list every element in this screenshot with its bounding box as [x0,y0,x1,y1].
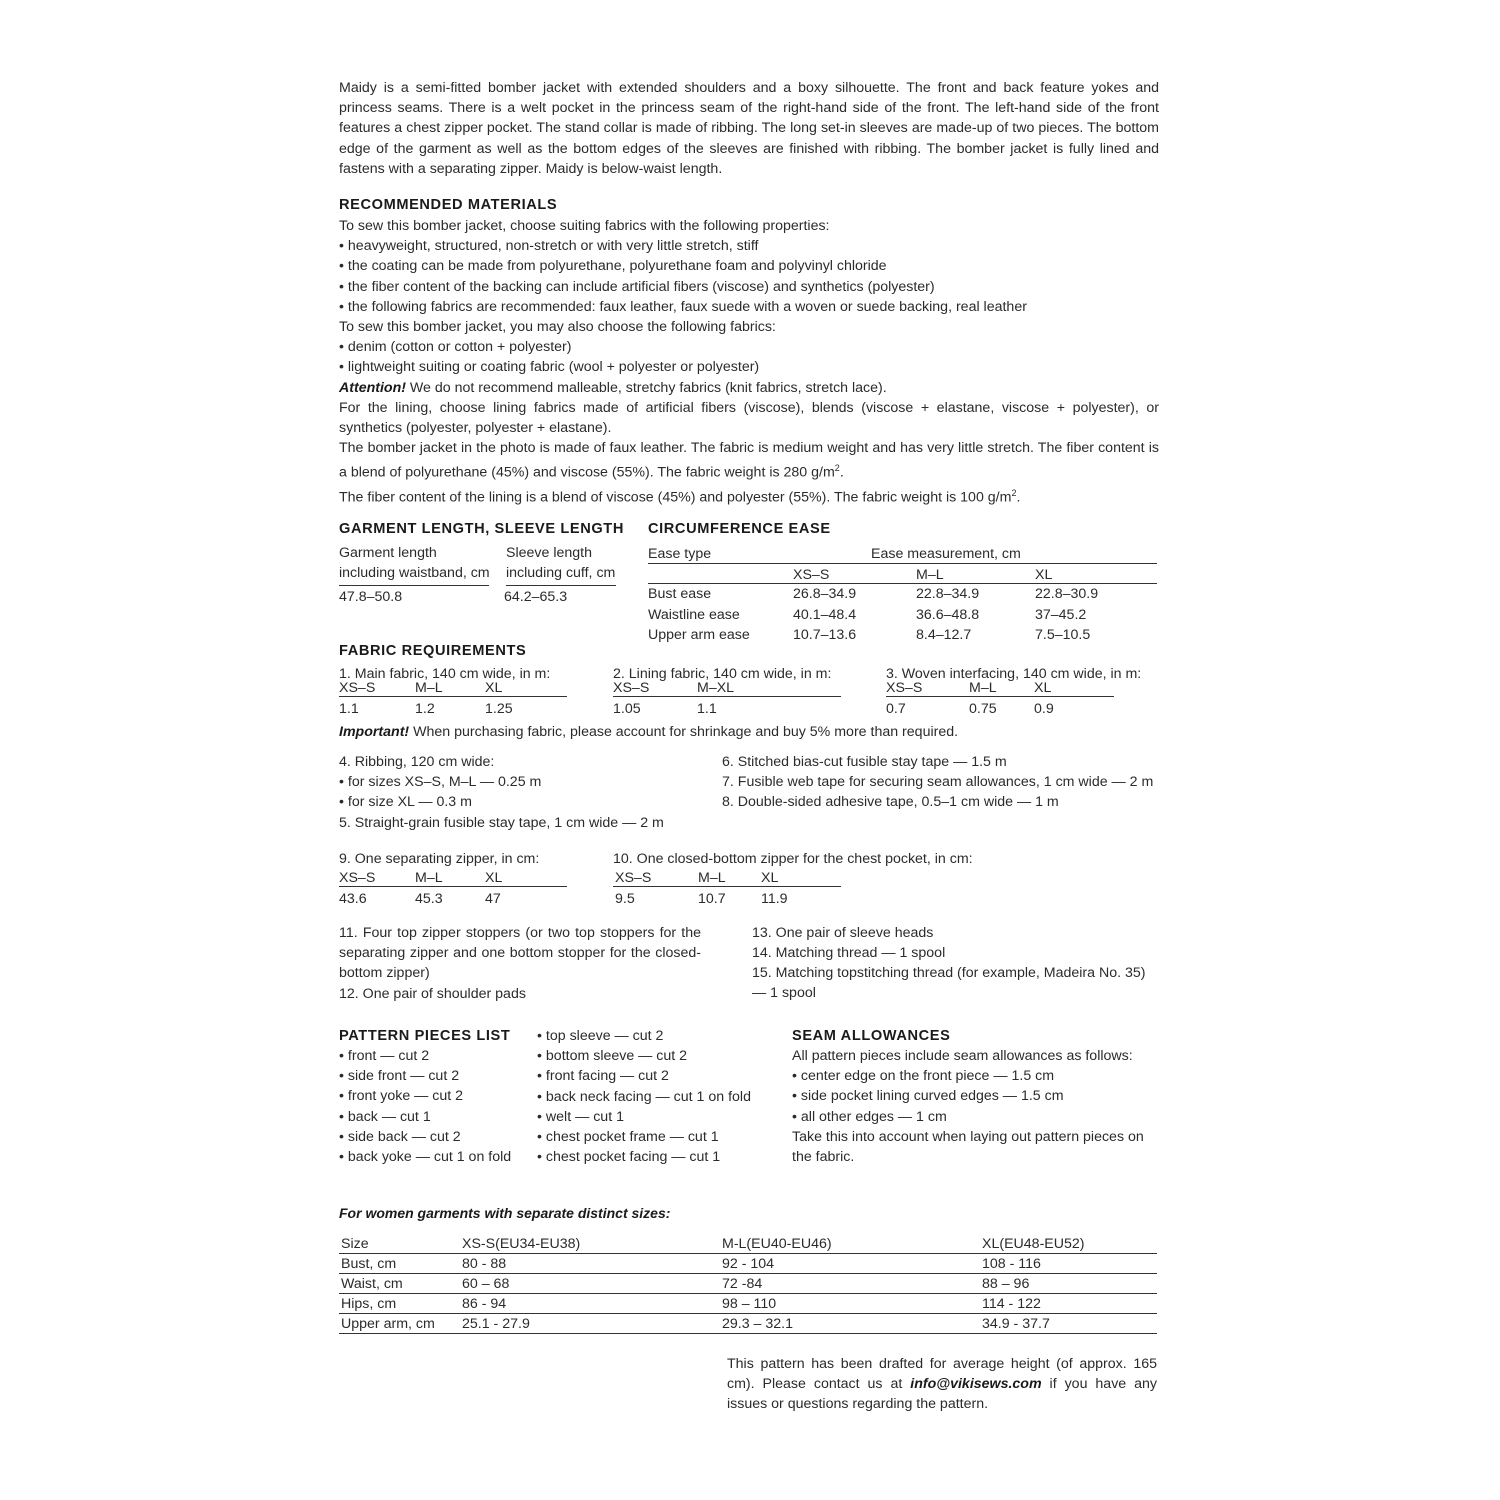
ease-row-label: Upper arm ease [648,627,750,643]
ease-heading: CIRCUMFERENCE EASE [648,521,831,537]
size-table-cell: 114 - 122 [982,1296,1041,1312]
size-header: XS–S [613,680,650,696]
fabric-value: 0.9 [1034,701,1054,717]
notion-item-13: 13. One pair of sleeve heads [752,925,934,941]
ease-value: 36.6–48.8 [916,607,980,623]
fabric-value: 1.1 [339,701,359,717]
seam-item: All pattern pieces include seam allowances as follows: [792,1048,1133,1064]
ease-type-label: Ease type [648,546,712,562]
pieces-list-1 [339,1046,511,1167]
main-fabric-title: 1. Main fabric, 140 cm wide, in m: [339,666,551,682]
closed-zipper-value: 10.7 [698,891,726,907]
size-header: M–L [415,870,443,886]
seams-heading: SEAM ALLOWANCES [792,1028,951,1044]
size-table-cell: 29.3 – 32.1 [722,1316,793,1332]
important-text: When purchasing fabric, please account for shrinkage and buy 5% more than required. [409,724,959,740]
fabric-value: 1.1 [697,701,717,717]
sleeve-length-value: 64.2–65.3 [504,589,568,605]
seam-item: • center edge on the front piece — 1.5 cm [792,1068,1055,1085]
size-table-cell: 108 - 116 [982,1256,1041,1272]
garment-col-label: Garment length [339,545,437,561]
notion-item: 5. Straight-grain fusible stay tape, 1 cm wide — 2 m [339,814,664,831]
piece-item: • chest pocket frame — cut 1 [537,1129,719,1146]
size-header: M–XL [697,680,735,696]
footer-note [727,1354,1157,1415]
size-header: XS–S [339,870,376,886]
ease-row-label: Waistline ease [648,607,740,623]
divider [886,696,1114,697]
materials-line: To sew this bomber jacket, you may also choose the following fabrics: [339,319,776,336]
size-table-cell: 72 -84 [722,1276,763,1292]
ease-value: 40.1–48.4 [793,607,857,623]
fabric-heading: FABRIC REQUIREMENTS [339,643,527,659]
materials-line: • heavyweight, structured, non-stretch or with very little stretch, stiff [339,238,759,255]
zipper-value: 47 [485,891,501,907]
notion-item: 6. Stitched bias-cut fusible stay tape — 1.5 m [722,754,1007,770]
size-table-title: For women garments with separate distinct sizes: [339,1205,671,1221]
size-header: M–L [969,680,997,696]
materials-line: • lightweight suiting or coating fabric (wool + polyester or polyester) [339,359,760,376]
size-table-cell: 86 - 94 [462,1296,507,1312]
lining-note: For the lining, choose lining fabrics made of artificial fibers (viscose), blends (viscose + elastane, viscose + polyester), or synthetics (polyester, polyester + elastane). [339,399,1159,437]
ease-value: 10.7–13.6 [793,627,857,643]
divider [613,886,841,887]
sleeve-col-label: Sleeve length [506,545,592,561]
materials-line: • the coating can be made from polyurethane, polyurethane foam and polyvinyl chloride [339,258,887,275]
notion-item: 8. Double-sided adhesive tape, 0.5–1 cm wide — 1 m [722,794,1059,811]
size-table-cell: Upper arm, cm [341,1316,435,1332]
size-table-header: XS-S(EU34-EU38) [462,1236,581,1252]
fabric-value: 1.25 [485,701,513,717]
footer-text: This pattern has been drafted for average height (of approx. 165 cm). Please contact us at [727,1356,1157,1393]
size-table-cell: 92 - 104 [722,1256,775,1272]
garment-length-value: 47.8–50.8 [339,589,403,605]
materials-line: • the following fabrics are recommended: faux leather, faux suede with a woven or suede backing, real leather [339,298,1027,315]
notion-item-14: 14. Matching thread — 1 spool [752,945,946,961]
size-header: XS–S [339,680,376,696]
fabric-value: 1.05 [613,701,641,717]
size-table-cell: 98 – 110 [722,1296,777,1312]
piece-item: • front yoke — cut 2 [339,1088,464,1105]
size-table-cell: 88 – 96 [982,1276,1030,1292]
important-note [339,722,958,742]
photo-lining-note [339,483,1159,508]
sleeve-col-label: including cuff, cm [506,565,616,581]
attention-text: We do not recommend malleable, stretchy fabrics (knit fabrics, stretch lace). [405,379,887,396]
fabric-value: 0.75 [969,701,997,717]
zipper-title: 9. One separating zipper, in cm: [339,851,540,867]
ease-value: 26.8–34.9 [793,586,857,602]
ease-value: 22.8–30.9 [1035,586,1099,602]
divider [339,696,567,697]
piece-item: • front — cut 2 [339,1048,430,1064]
piece-item: • back neck facing — cut 1 on fold [537,1088,751,1105]
attention-label: Attention! [339,379,406,396]
size-header: M–L [415,680,443,696]
superscript: 2 [834,463,840,474]
materials-line: • the fiber content of the backing can include artificial fibers (viscose) and synthetics (polyester) [339,278,935,295]
divider [648,563,1157,564]
ease-value: 22.8–34.9 [916,586,980,602]
seam-item: • side pocket lining curved edges — 1.5 cm [792,1088,1064,1105]
period: . [1016,490,1021,507]
piece-item: • welt — cut 1 [537,1108,624,1125]
fabric-value: 1.2 [415,701,435,717]
size-table-cell: 60 – 68 [462,1276,510,1292]
piece-item: • chest pocket facing — cut 1 [537,1149,721,1166]
footer-text: if you have any issues or questions regarding the pattern. [727,1376,1157,1413]
ease-row-label: Bust ease [648,586,712,602]
garment-col-label: including waistband, cm [339,565,490,581]
materials-line: • denim (cotton or cotton + polyester) [339,339,572,356]
size-header: XL [485,680,503,696]
piece-item: • front facing — cut 2 [537,1068,669,1085]
divider [613,696,841,697]
size-header: XS–S [886,680,923,696]
seam-item: • all other edges — 1 cm [792,1108,947,1125]
ease-size-header: XS–S [793,567,830,583]
zipper-value: 45.3 [415,891,443,907]
pieces-heading: PATTERN PIECES LIST [339,1028,511,1044]
superscript: 2 [1011,488,1017,499]
divider [339,1333,1157,1334]
seam-note: Take this into account when laying out pattern pieces on the fabric. [792,1128,1144,1166]
size-table-header: M-L(EU40-EU46) [722,1236,832,1252]
piece-item: • side front — cut 2 [339,1068,460,1085]
photo-lining-text: The fiber content of the lining is a blend of viscose (45%) and polyester (55%). The fabric weight is 100 g/m [339,490,1012,507]
interfacing-title: 3. Woven interfacing, 140 cm wide, in m: [886,666,1142,682]
size-table-header: Size [341,1236,369,1252]
piece-item: • side back — cut 2 [339,1128,461,1145]
notions-right-list [722,752,1153,813]
notion-item: 4. Ribbing, 120 cm wide: [339,754,495,770]
size-header: XL [761,870,779,886]
size-header: M–L [698,870,726,886]
materials-line: To sew this bomber jacket, choose suiting fabrics with the following properties: [339,218,830,234]
ease-measurement-label: Ease measurement, cm [871,546,1021,562]
garment-heading: GARMENT LENGTH, SLEEVE LENGTH [339,521,624,537]
ease-value: 7.5–10.5 [1035,627,1091,643]
photo-fabric-text: The bomber jacket in the photo is made of faux leather. The fabric is medium weight and has very little stretch. The fiber content is a blend of polyurethane (45%) and viscose (55%). The fabric weight is 280 g/m [339,440,1159,482]
notion-item: • for sizes XS–S, M–L — 0.25 m [339,774,542,791]
contact-email-link[interactable]: info@vikisews.com [910,1376,1042,1393]
divider [339,886,567,887]
notions-left-list [339,752,664,833]
size-header: XL [485,870,503,886]
divider [506,585,616,586]
closed-zipper-value: 11.9 [761,891,788,907]
notion-item-11: 11. Four top zipper stoppers (or two top stoppers for the separating zipper and one bottom stopper for the closed-bottom zipper) [339,925,701,982]
important-label: Important! [339,724,410,740]
piece-item: • back yoke — cut 1 on fold [339,1149,512,1166]
photo-fabric-note [339,438,1159,483]
size-table-cell: Hips, cm [341,1296,397,1312]
size-table-cell: 25.1 - 27.9 [462,1316,530,1332]
seams-list [792,1046,1158,1167]
intro-paragraph: Maidy is a semi-fitted bomber jacket with extended shoulders and a boxy silhouette. The front and back feature yokes and princess seams. There is a welt pocket in the princess seam of the right-hand side of the front. The left-hand side of the front features a chest zipper pocket. The stand collar is made of ribbing. The long set-in sleeves are made-up of two pieces. The bottom edge of the garment as well as the bottom edges of the sleeves are finished with ribbing. The bomber jacket is fully lined and fastens with a separating zipper. Maidy is below-waist length. [339,80,1159,177]
ease-size-header: M–L [916,567,944,583]
period: . [839,465,844,482]
size-table-header: XL(EU48-EU52) [982,1236,1085,1252]
size-table-cell: Bust, cm [341,1256,397,1272]
notion-item: • for size XL — 0.3 m [339,794,472,811]
materials-section [339,216,1159,508]
size-header: XL [1034,680,1052,696]
piece-item: • back — cut 1 [339,1108,431,1125]
ease-size-header: XL [1035,567,1053,583]
zipper-value: 43.6 [339,891,367,907]
pieces-list-2 [537,1026,751,1167]
piece-item: • top sleeve — cut 2 [537,1028,664,1044]
fabric-value: 0.7 [886,701,906,717]
notion-item: 7. Fusible web tape for securing seam allowances, 1 cm wide — 2 m [722,774,1154,791]
divider [339,585,489,586]
materials-heading: RECOMMENDED MATERIALS [339,197,558,213]
notion-item-12: 12. One pair of shoulder pads [339,986,526,1002]
attention-note [339,378,1159,398]
size-table-cell: Waist, cm [341,1276,403,1292]
ease-value: 8.4–12.7 [916,627,972,643]
ease-value: 37–45.2 [1035,607,1087,623]
piece-item: • bottom sleeve — cut 2 [537,1048,688,1065]
size-header: XS–S [615,870,652,886]
size-table-cell: 34.9 - 37.7 [982,1316,1050,1332]
closed-zipper-value: 9.5 [615,891,635,907]
notion-item-15: 15. Matching topstitching thread (for example, Madeira No. 35) — 1 spool [752,965,1146,1002]
size-table-cell: 80 - 88 [462,1256,507,1272]
closed-zipper-title: 10. One closed-bottom zipper for the chest pocket, in cm: [613,851,973,867]
lining-fabric-title: 2. Lining fabric, 140 cm wide, in m: [613,666,832,682]
